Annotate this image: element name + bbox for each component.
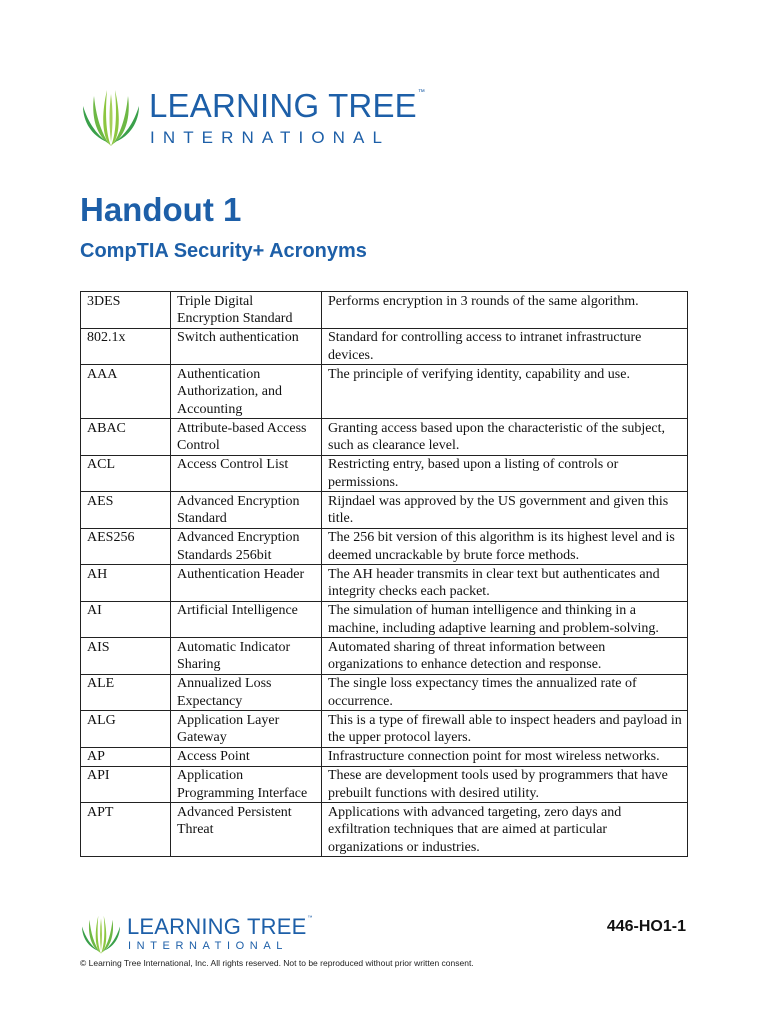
brand-sub: INTERNATIONAL <box>150 127 391 147</box>
term-cell: Advanced Persistent Threat <box>171 803 322 857</box>
acronym-cell: ACL <box>81 455 171 492</box>
description-cell: The simulation of human intelligence and thinking in a machine, including adaptive learning and problem-solving. <box>322 601 688 638</box>
term-cell: Automatic Indicator Sharing <box>171 638 322 675</box>
acronym-cell: AES <box>81 492 171 529</box>
table-row <box>81 528 688 565</box>
description-cell: Performs encryption in 3 rounds of the same algorithm. <box>322 292 688 329</box>
acronym-cell: AH <box>81 565 171 602</box>
table-row <box>81 419 688 456</box>
description-cell: Standard for controlling access to intranet infrastructure devices. <box>322 328 688 365</box>
term-cell: Advanced Encryption Standard <box>171 492 322 529</box>
description-cell: Infrastructure connection point for most wireless networks. <box>322 747 688 766</box>
acronym-cell: 802.1x <box>81 328 171 365</box>
term-cell: Attribute-based Access Control <box>171 419 322 456</box>
table-row <box>81 292 688 329</box>
acronym-cell: APT <box>81 803 171 857</box>
table-row <box>81 455 688 492</box>
table-row <box>81 492 688 529</box>
description-cell: Rijndael was approved by the US government and given this title. <box>322 492 688 529</box>
description-cell: The 256 bit version of this algorithm is its highest level and is deemed uncrackable by brute force methods. <box>322 528 688 565</box>
table-row <box>81 565 688 602</box>
footer-logo <box>80 913 313 955</box>
description-cell: The single loss expectancy times the annualized rate of occurrence. <box>322 674 688 711</box>
table-row <box>81 601 688 638</box>
acronym-cell: AI <box>81 601 171 638</box>
acronym-cell: AP <box>81 747 171 766</box>
term-cell: Authentication Header <box>171 565 322 602</box>
table-row <box>81 803 688 857</box>
description-cell: The principle of verifying identity, capability and use. <box>322 365 688 419</box>
description-cell: Granting access based upon the characteristic of the subject, such as clearance level. <box>322 419 688 456</box>
table-row <box>81 766 688 803</box>
table-row <box>81 711 688 748</box>
term-cell: Access Control List <box>171 455 322 492</box>
acronym-cell: 3DES <box>81 292 171 329</box>
table-row <box>81 638 688 675</box>
description-cell: This is a type of firewall able to inspect headers and payload in the upper protocol layers. <box>322 711 688 748</box>
acronym-cell: ALE <box>81 674 171 711</box>
term-cell: Advanced Encryption Standards 256bit <box>171 528 322 565</box>
page-title: Handout 1 <box>80 191 242 228</box>
term-cell: Artificial Intelligence <box>171 601 322 638</box>
description-cell: Applications with advanced targeting, zero days and exfiltration techniques that are aimed at particular organizations or industries. <box>322 803 688 857</box>
acronym-cell: API <box>81 766 171 803</box>
brand-sub: INTERNATIONAL <box>128 940 288 952</box>
brand-name: LEARNING TREE™ <box>127 914 313 939</box>
term-cell: Annualized Loss Expectancy <box>171 674 322 711</box>
tree-logo-icon <box>80 86 142 148</box>
table-row <box>81 747 688 766</box>
acronym-cell: ALG <box>81 711 171 748</box>
acronym-cell: AES256 <box>81 528 171 565</box>
acronym-cell: AAA <box>81 365 171 419</box>
term-cell: Application Programming Interface <box>171 766 322 803</box>
term-cell: Switch authentication <box>171 328 322 365</box>
acronym-cell: ABAC <box>81 419 171 456</box>
term-cell: Application Layer Gateway <box>171 711 322 748</box>
tree-logo-icon <box>80 913 122 955</box>
term-cell: Authentication Authorization, and Accounting <box>171 365 322 419</box>
copyright-notice: © Learning Tree International, Inc. All rights reserved. Not to be reproduced without prior written consent. <box>80 958 474 968</box>
acronym-cell: AIS <box>81 638 171 675</box>
description-cell: Automated sharing of threat information between organizations to enhance detection and response. <box>322 638 688 675</box>
document-code: 446-HO1-1 <box>606 918 686 935</box>
term-cell: Triple Digital Encryption Standard <box>171 292 322 329</box>
page-subtitle: CompTIA Security+ Acronyms <box>80 240 367 262</box>
brand-logo <box>80 86 425 148</box>
description-cell: Restricting entry, based upon a listing of controls or permissions. <box>322 455 688 492</box>
description-cell: The AH header transmits in clear text but authenticates and integrity checks each packet. <box>322 565 688 602</box>
term-cell: Access Point <box>171 747 322 766</box>
description-cell: These are development tools used by programmers that have prebuilt functions with desired utility. <box>322 766 688 803</box>
acronym-table <box>80 291 688 857</box>
table-row <box>81 674 688 711</box>
brand-name: LEARNING TREE™ <box>149 86 426 124</box>
table-row <box>81 365 688 419</box>
table-row <box>81 328 688 365</box>
